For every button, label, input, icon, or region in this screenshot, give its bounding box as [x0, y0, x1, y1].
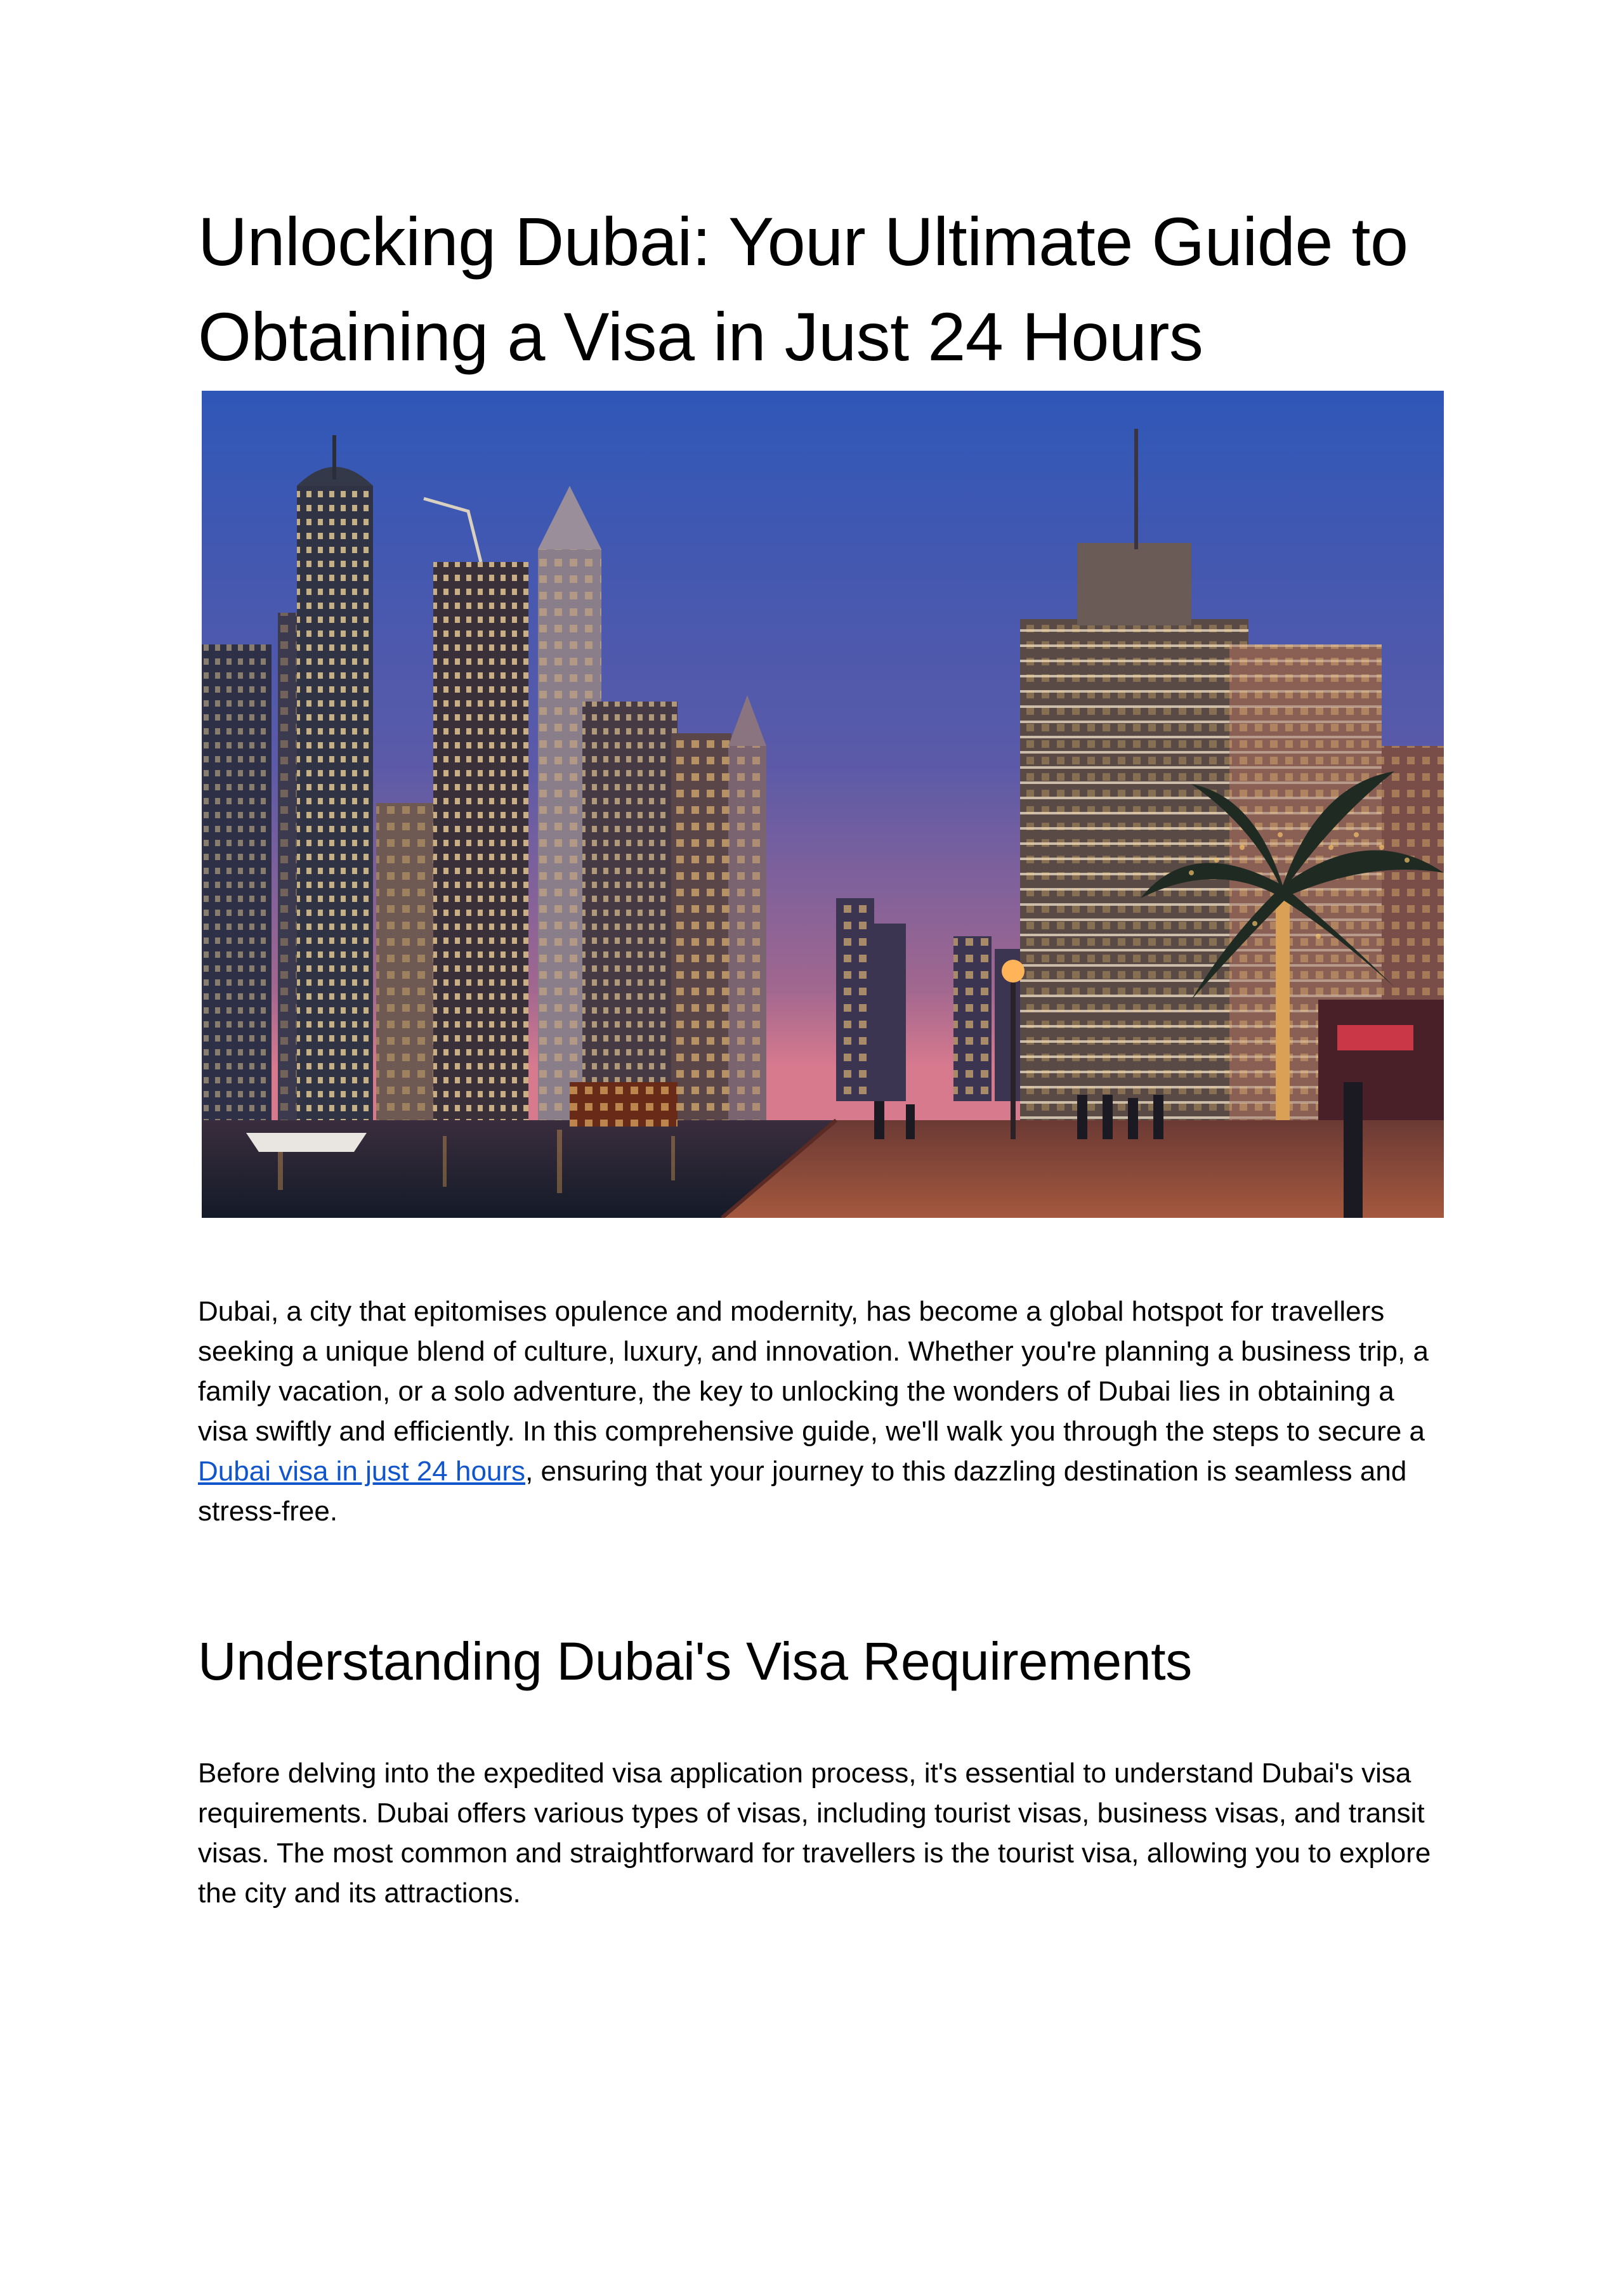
intro-paragraph [198, 1291, 1441, 1531]
dubai-visa-24-hours-link[interactable]: Dubai visa in just 24 hours [198, 1456, 526, 1487]
intro-text-before-link: Dubai, a city that epitomises opulence and modernity, has become a global hotspot for travellers seeking a unique blend of culture, luxury, and innovation. Whether you're planning a business trip, a family vacation, or a solo adventure, the key to unlocking the wonders of Dubai lies in obtaining a visa swiftly and efficiently. In this comprehensive guide, we'll walk you through the steps to secure a [198, 1296, 1429, 1447]
visa-requirements-paragraph: Before delving into the expedited visa application process, it's essential to understand Dubai's visa requirements. Dubai offers various types of visas, including tourist visas, business visas, and transit visas. The most common and straightforward for travellers is the tourist visa, allowing you to explore the city and its attractions. [198, 1758, 1431, 1909]
section-heading-visa-requirements: Understanding Dubai's Visa Requirements [198, 1631, 1192, 1691]
intro-text-after-link: , ensuring that your journey to this dazzling destination is seamless and stress-free. [198, 1456, 1407, 1527]
document-title: Unlocking Dubai: Your Ultimate Guide to Obtaining a Visa in Just 24 Hours [198, 203, 1408, 375]
dubai-marina-skyline-photo [202, 391, 1444, 1218]
